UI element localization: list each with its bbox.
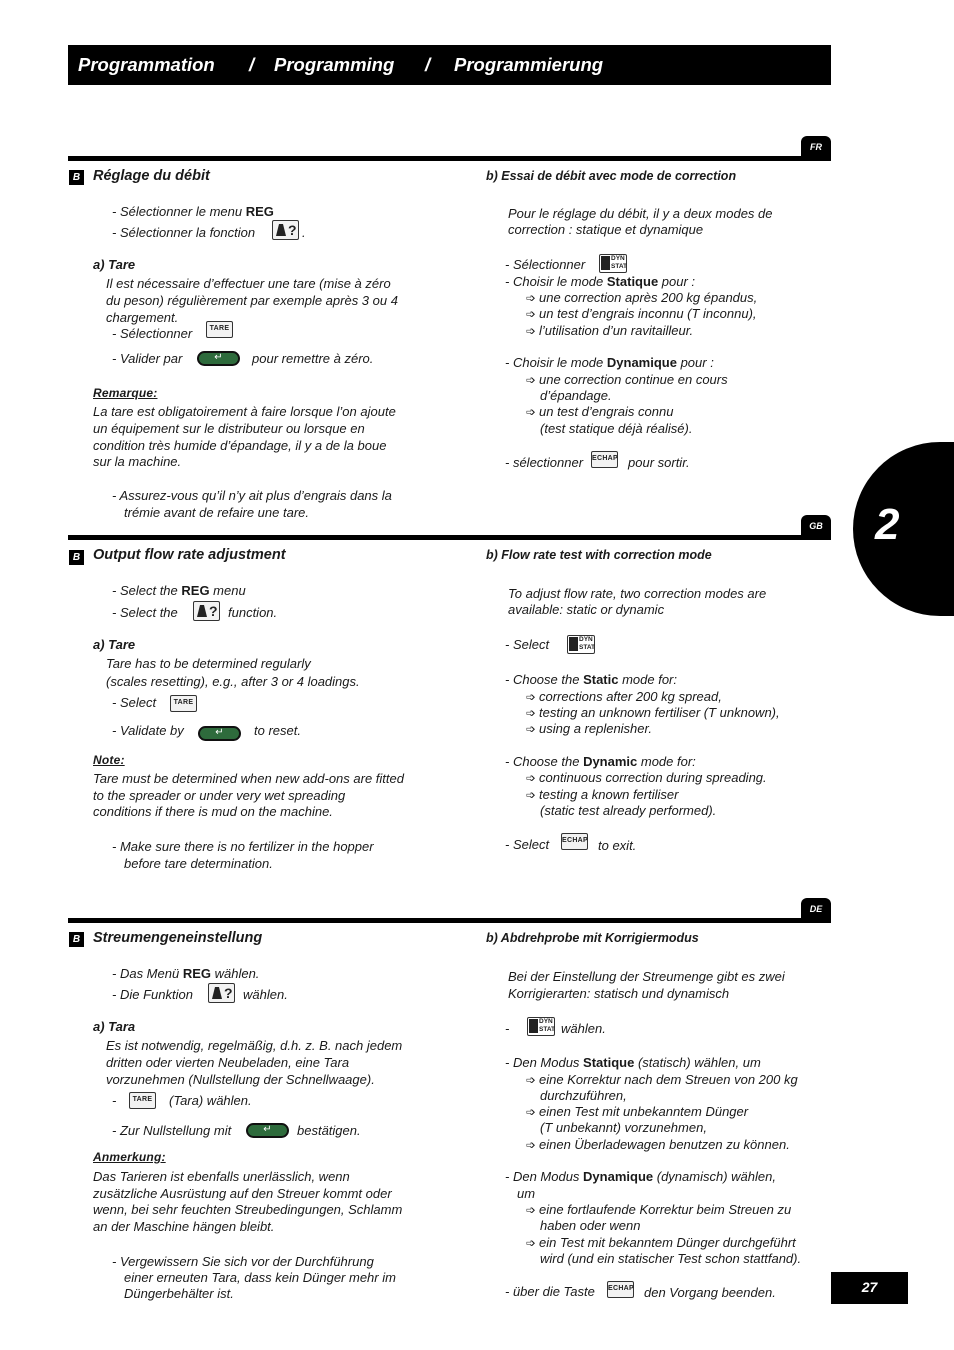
enter-key-icon: ↵	[198, 726, 241, 741]
hopper-check: - Vergewissern Sie sich vor der Durchführung	[112, 1254, 374, 1269]
remark-text-line: sur la machine.	[93, 454, 182, 469]
step-exit: - über die Taste	[505, 1284, 595, 1299]
flow-test-intro: To adjust flow rate, two correction modes are	[508, 586, 767, 601]
tare-text-line: dritten oder vierten Neubeladen, eine Tara	[106, 1055, 350, 1070]
note-heading: Note:	[93, 753, 125, 767]
enter-key-icon: ↵	[246, 1123, 289, 1138]
step-text: wählen.	[561, 1021, 606, 1036]
step-select-mode: - Select	[505, 637, 550, 652]
header-title-gb: Programming	[274, 54, 395, 75]
dyn-stat-key-icon: DYN STAT	[567, 635, 595, 654]
step-select-menu: - Sélectionner le menu REG	[112, 204, 274, 219]
step-text: bestätigen.	[297, 1123, 361, 1138]
header-separator: /	[249, 54, 255, 75]
static-mode-item: ➩ eine Korrektur nach dem Streuen von 200 kg	[526, 1072, 798, 1087]
dynamic-mode-item: ➩ eine fortlaufende Korrektur beim Streuen zu	[526, 1202, 792, 1217]
note-text-line: Tare must be determined when new add-ons are fitted	[93, 771, 404, 786]
remark-text-line: an der Maschine hängen bleibt.	[93, 1219, 275, 1234]
step-validate: - Zur Nullstellung mit	[112, 1123, 232, 1138]
remark-text-line: La tare est obligatoirement à faire lorsque l’on ajoute	[93, 404, 396, 419]
step-select-mode: - Sélectionner	[505, 257, 586, 272]
static-mode-item: ➩ l’utilisation d’un ravitailleur.	[526, 323, 694, 338]
static-mode-item: ➩ testing an unknown fertiliser (T unknown),	[526, 705, 780, 720]
tare-key-icon: TARE	[206, 321, 233, 338]
section-divider	[68, 918, 831, 923]
tare-key-icon: TARE	[129, 1092, 156, 1109]
flow-test-heading: b) Flow rate test with correction mode	[486, 548, 712, 562]
step-text: den Vorgang beenden.	[644, 1285, 776, 1300]
step-exit: - Select	[505, 837, 550, 852]
hopper-check: - Assurez-vous qu’il n’y ait plus d’engrais dans la	[112, 488, 392, 503]
step-text: pour remettre à zéro.	[252, 351, 374, 366]
tare-text-line: vorzunehmen (Nullstellung der Schnellwaage).	[106, 1072, 375, 1087]
tare-heading: a) Tara	[93, 1019, 136, 1034]
echap-key-icon: ECHAP	[591, 451, 618, 468]
header-bar	[68, 45, 831, 85]
remark-text-line: un équipement sur le distributeur ou lorsque en	[93, 421, 365, 436]
section-badge: B	[69, 932, 84, 947]
section-divider	[68, 535, 831, 540]
hopper-check-line: trémie avant de refaire une tare.	[124, 505, 309, 520]
enter-key-icon: ↵	[197, 351, 240, 366]
dynamic-mode-choice: - Choose the Dynamic mode for:	[505, 754, 696, 769]
tare-text-line: du peson) régulièrement par exemple après 3 ou 4	[106, 293, 398, 308]
punctuation: .	[302, 225, 306, 240]
function-weigh-icon: ?	[208, 983, 235, 1003]
static-mode-item: ➩ using a replenisher.	[526, 721, 652, 736]
section-title-gb: Output flow rate adjustment	[93, 547, 286, 563]
step-text: to reset.	[254, 723, 301, 738]
step-validate: - Validate by	[112, 723, 184, 738]
step-select-menu: - Select the REG menu	[112, 583, 246, 598]
dynamic-mode-item: ➩ un test d’engrais connu	[526, 404, 674, 419]
tare-heading: a) Tare	[93, 257, 136, 272]
function-weigh-icon: ?	[193, 601, 220, 621]
step-exit: - sélectionner	[505, 455, 584, 470]
dynamic-mode-item: ➩ continuous correction during spreading.	[526, 770, 767, 785]
header-title-fr: Programmation	[78, 54, 215, 75]
header-separator: /	[425, 54, 431, 75]
section-badge: B	[69, 550, 84, 565]
language-tag-gb: GB	[801, 515, 831, 537]
tare-heading: a) Tare	[93, 637, 136, 652]
remark-heading: Anmerkung:	[93, 1150, 166, 1164]
hopper-check-line: before tare determination.	[124, 856, 273, 871]
section-title-de: Streumengeneinstellung	[93, 930, 263, 946]
static-mode-choice: - Choisir le mode Statique pour :	[505, 274, 696, 289]
flow-test-intro: available: static or dynamic	[508, 602, 665, 617]
dynamic-mode-item: ➩ une correction continue en cours	[526, 372, 728, 387]
remark-text-line: Das Tarieren ist ebenfalls unerlässlich, wenn	[93, 1169, 350, 1184]
tare-key-icon: TARE	[170, 695, 197, 712]
flow-test-intro: Pour le réglage du débit, il y a deux modes de	[508, 206, 773, 221]
static-mode-item: ➩ un test d’engrais inconnu (T inconnu),	[526, 306, 757, 321]
header-title-de: Programmierung	[454, 54, 604, 75]
tare-text-line: chargement.	[106, 310, 179, 325]
dynamic-mode-choice: - Den Modus Dynamique (dynamisch) wählen,	[505, 1169, 776, 1184]
hopper-check: - Make sure there is no fertilizer in the hopper	[112, 839, 374, 854]
static-mode-item: ➩ einen Überladewagen benutzen zu können.	[526, 1137, 790, 1152]
static-mode-item-cont: (T unbekannt) vorzunehmen,	[540, 1120, 707, 1135]
note-text-line: to the spreader or under very wet spreading	[93, 788, 346, 803]
language-tag-de: DE	[801, 898, 831, 920]
echap-key-icon: ECHAP	[607, 1281, 634, 1298]
dyn-stat-key-icon: DYN STAT	[527, 1017, 555, 1036]
section-title-fr: Réglage du débit	[93, 168, 210, 184]
step-select-function: - Die Funktion	[112, 987, 193, 1002]
dyn-stat-key-icon: DYN STAT	[599, 254, 627, 273]
static-mode-item-cont: durchzuführen,	[540, 1088, 627, 1103]
flow-test-heading: b) Abdrehprobe mit Korrigiermodus	[486, 931, 699, 945]
flow-test-intro: Bei der Einstellung der Streumenge gibt es zwei	[508, 969, 785, 984]
static-mode-choice: - Choose the Static mode for:	[505, 672, 677, 687]
step-select-tare: -	[112, 1093, 117, 1108]
step-select-menu: - Das Menü REG wählen.	[112, 966, 260, 981]
echap-key-icon: ECHAP	[561, 833, 588, 850]
remark-text-line: condition très humide d’épandage, il y a de la boue	[93, 438, 387, 453]
page-number: 27	[831, 1272, 908, 1304]
step-select-mode: -	[505, 1021, 510, 1036]
static-mode-item: ➩ einen Test mit unbekanntem Dünger	[526, 1104, 749, 1119]
dynamic-mode-item-cont: d’épandage.	[540, 388, 612, 403]
step-text: wählen.	[243, 987, 288, 1002]
tare-text-line: (scales resetting), e.g., after 3 or 4 loadings.	[106, 674, 360, 689]
step-select-function: - Select the	[112, 605, 178, 620]
dynamic-mode-item-cont: (test statique déjà réalisé).	[540, 421, 693, 436]
remark-heading: Remarque:	[93, 386, 158, 400]
hopper-check-line: einer erneuten Tara, dass kein Dünger mehr im	[124, 1270, 396, 1285]
step-text: (Tara) wählen.	[169, 1093, 252, 1108]
dynamic-mode-choice: - Choisir le mode Dynamique pour :	[505, 355, 714, 370]
tare-text-line: Es ist notwendig, regelmäßig, d.h. z. B. nach jedem	[106, 1038, 403, 1053]
chapter-number: 2	[875, 500, 900, 549]
step-text: pour sortir.	[628, 455, 690, 470]
tare-text-line: Il est nécessaire d’effectuer une tare (mise à zéro	[106, 276, 391, 291]
note-text-line: conditions if there is mud on the machine.	[93, 804, 333, 819]
remark-text-line: wenn, bei sehr feuchten Streubedingungen, Schlamm	[93, 1202, 403, 1217]
static-mode-choice: - Den Modus Statique (statisch) wählen, um	[505, 1055, 761, 1070]
remark-text-line: zusätzliche Ausrüstung auf den Streuer kommt oder	[93, 1186, 392, 1201]
language-tag-fr: FR	[801, 136, 831, 158]
step-select-tare: - Select	[112, 695, 157, 710]
dynamic-mode-item-cont: (static test already performed).	[540, 803, 717, 818]
tare-text-line: Tare has to be determined regularly	[106, 656, 311, 671]
flow-test-intro: Korrigierarten: statisch und dynamisch	[508, 986, 730, 1001]
step-select-function: - Sélectionner la fonction	[112, 225, 256, 240]
dynamic-mode-item: ➩ ein Test mit bekanntem Dünger durchgeführt	[526, 1235, 796, 1250]
dynamic-mode-item-cont: haben oder wenn	[540, 1218, 641, 1233]
step-text: function.	[228, 605, 278, 620]
static-mode-item: ➩ corrections after 200 kg spread,	[526, 689, 722, 704]
hopper-check-line: Düngerbehälter ist.	[124, 1286, 234, 1301]
flow-test-intro: correction : statique et dynamique	[508, 222, 704, 237]
dynamic-mode-item: ➩ testing a known fertiliser	[526, 787, 679, 802]
flow-test-heading: b) Essai de débit avec mode de correction	[486, 169, 737, 183]
function-weigh-icon: ?	[272, 220, 299, 240]
static-mode-item: ➩ une correction après 200 kg épandus,	[526, 290, 758, 305]
step-select-tare: - Sélectionner	[112, 326, 193, 341]
dynamic-mode-choice-cont: um	[517, 1186, 536, 1201]
step-validate: - Valider par	[112, 351, 183, 366]
chapter-tab	[853, 442, 954, 616]
step-text: to exit.	[598, 838, 637, 853]
section-divider	[68, 156, 831, 161]
dynamic-mode-item-cont: wird (und ein statischer Test schon stattfand).	[540, 1251, 802, 1266]
section-badge: B	[69, 170, 84, 185]
